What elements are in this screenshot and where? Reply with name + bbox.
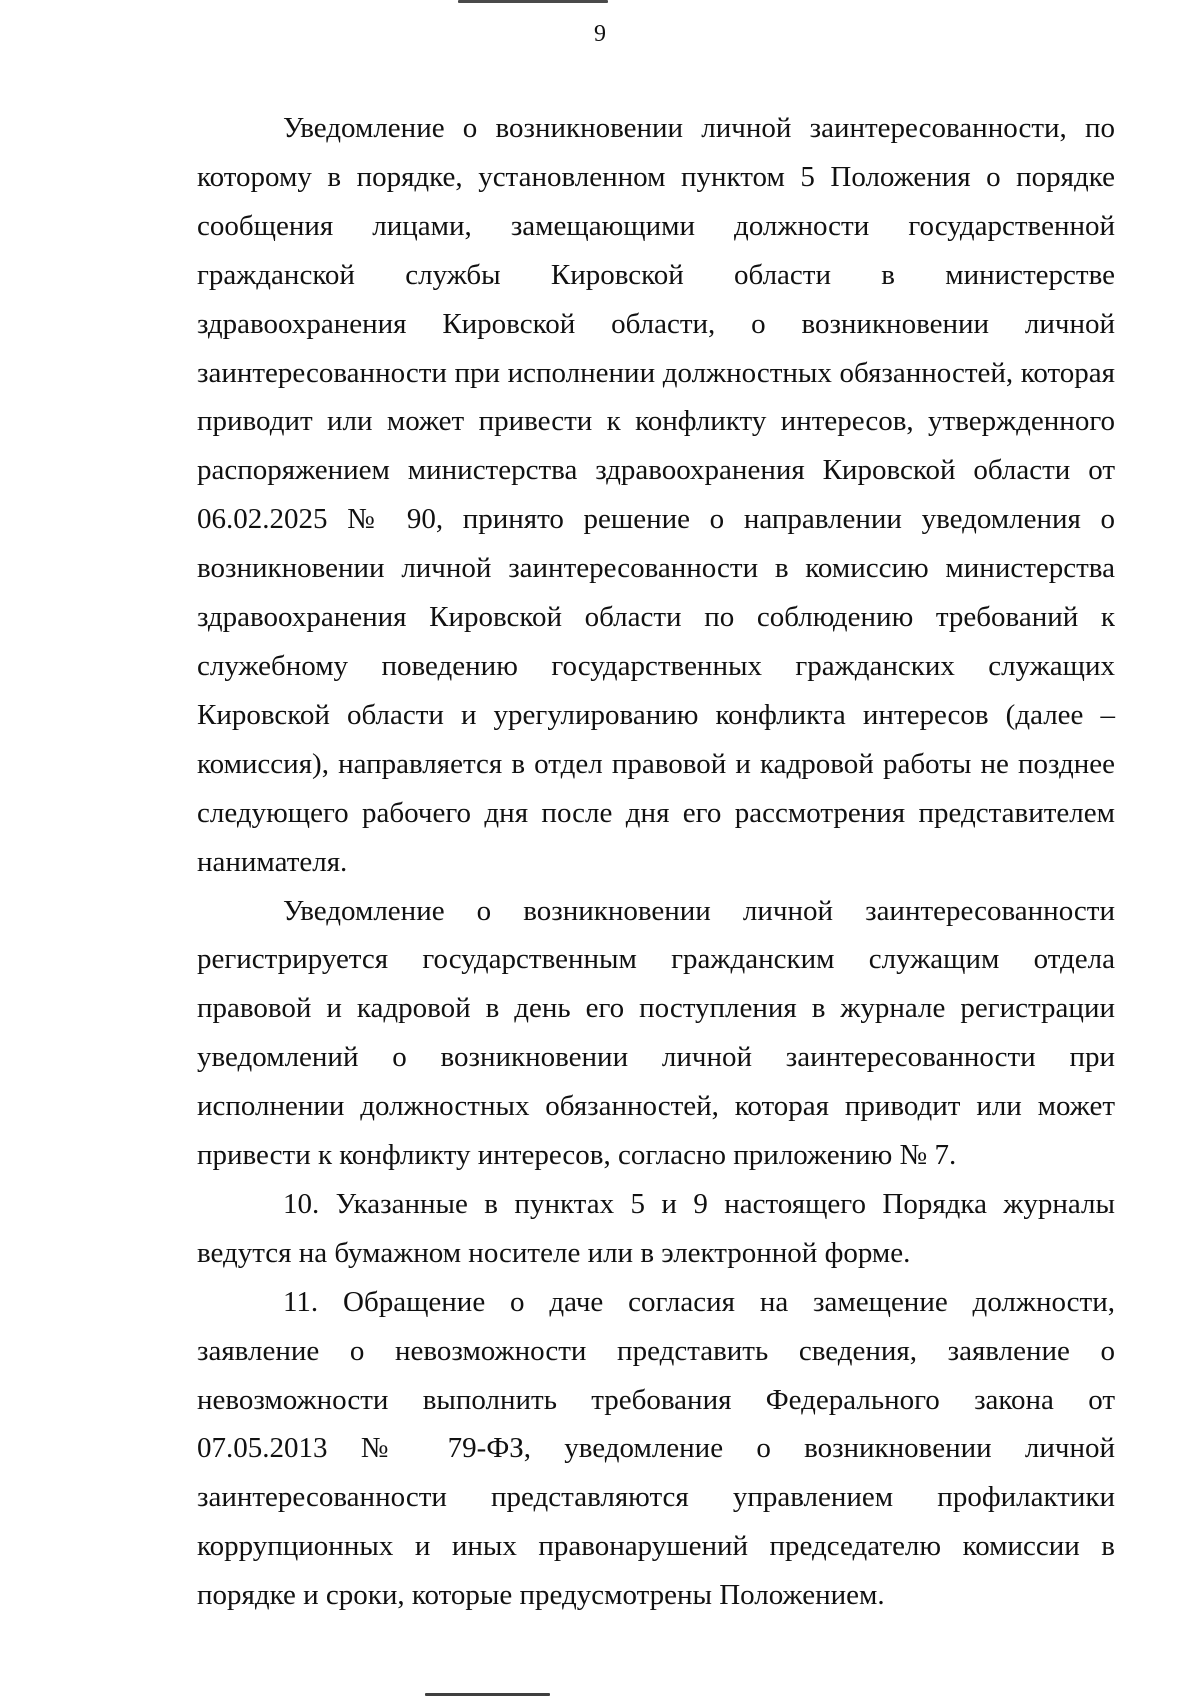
scan-artifact-top [458,0,608,3]
paragraph-item-10: 10. Указанные в пунктах 5 и 9 настоящего Порядка журналы ведутся на бумажном носителе или в электронной форме. [197,1187,1115,1269]
page-number: 9 [594,21,606,47]
paragraph-notification-registration: Уведомление о возникновении личной заинтересованности регистрируется государственным гражданским служащим отдела правовой и кадровой в день его поступления в журнале регистрации уведомлений о возникновении личной заинтересованности при исполнении должностных обязанностей, которая приводит или может привести к конфликту интересов, согласно приложению № 7. [197,894,1115,1172]
paragraph-item-11: 11. Обращение о даче согласия на замещение должности, заявление о невозможности представить сведения, заявление о невозможности выполнить требования Федерального закона от 07.05.2013 № 79-ФЗ, уведомление о возникновении личной заинтересованности представляются управлением профилактики коррупционных и иных правонарушений председателю комиссии в порядке и сроки, которые предусмотрены Положением. [197,1285,1115,1612]
document-body [197,104,1115,1620]
paragraph-notification-direction: Уведомление о возникновении личной заинтересованности, по которому в порядке, установленном пунктом 5 Положения о порядке сообщения лицами, замещающими должности государственной гражданской службы Кировской области в министерстве здравоохранения Кировской области, о возникновении личной заинтересованности при исполнении должностных обязанностей, которая приводит или может привести к конфликту интересов, утвержденного распоряжением министерства здравоохранения Кировской области от 06.02.2025 № 90, принято решение о направлении уведомления о возникновении личной заинтересованности в комиссию министерства здравоохранения Кировской области по соблюдению требований к служебному поведению государственных гражданских служащих Кировской области и урегулированию конфликта интересов (далее – комиссия), направляется в отдел правовой и кадровой работы не позднее следующего рабочего дня после дня его рассмотрения представителем нанимателя. [197,112,1115,878]
scan-artifact-bottom [425,1693,550,1696]
